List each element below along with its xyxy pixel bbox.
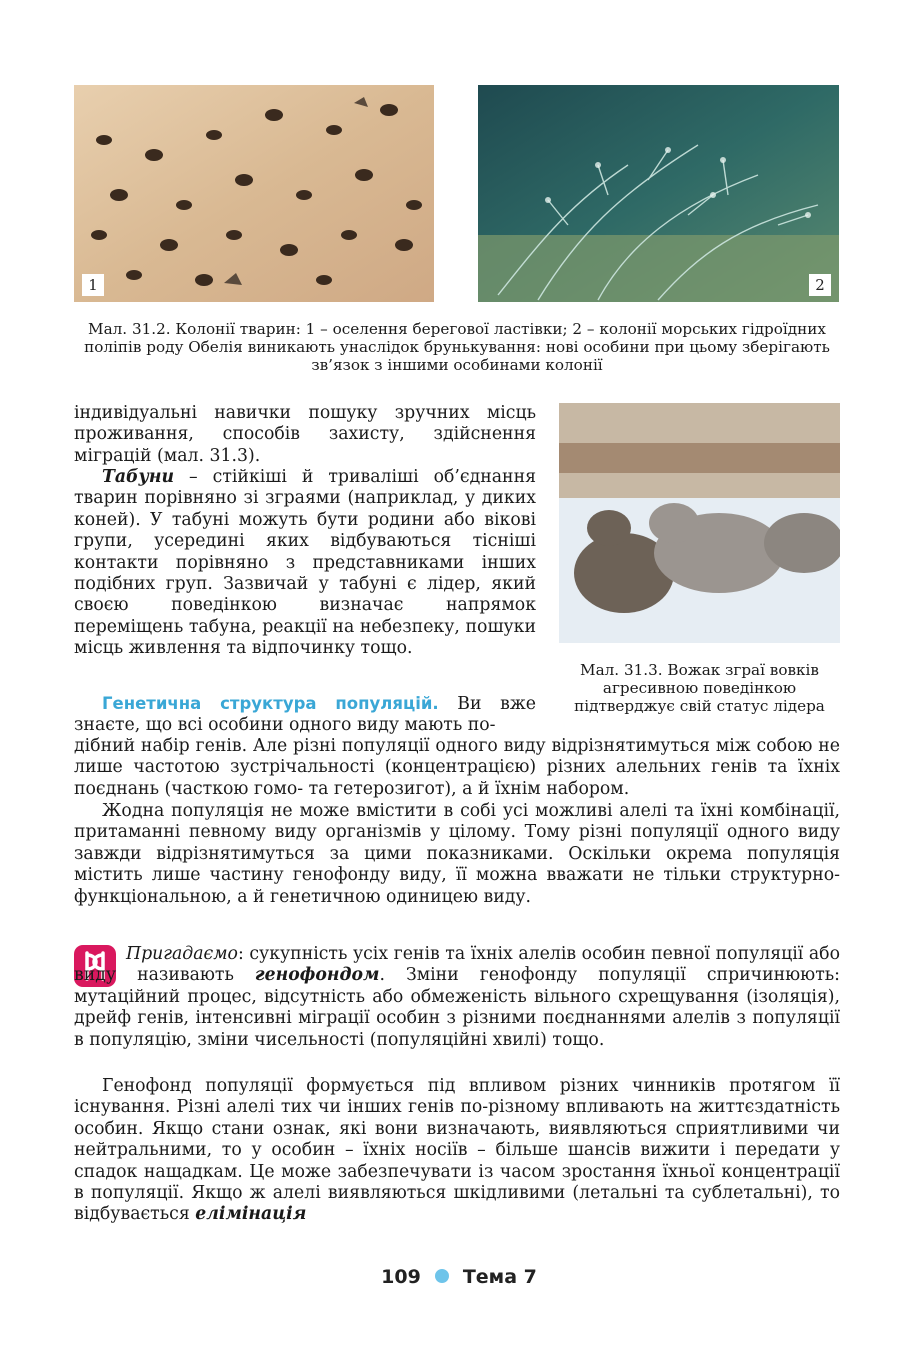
term-elimination: елімінація [195,1204,307,1225]
photo-number-1: 1 [82,274,104,296]
photo-swallow-colony [74,85,434,302]
photo-number-2: 2 [809,274,831,296]
term-herds: Табуни [102,467,175,487]
footer-dot-icon [435,1269,449,1283]
figure-caption-31-3: Мал. 31.3. Вожак зграї вовків агресивною поведінкою підтверджує свій статус лідера [574,661,825,715]
topic-label: Тема 7 [462,1266,537,1288]
paragraph-herds-text: – стійкіші й триваліші об’єднання тварин порівняно зі зграями (наприклад, у диких коней). У табуні можуть бути родини або вікові групи, усередині яких відбуваються тісніші контакти порівняно з представниками інших подібних груп. Зазвичай у табуні є лідер, який своєю поведінкою визначає напрямок переміщень табуна, реакції на небезпеку, пошуки місць живлення та відпочинку тощо. [74,467,536,659]
paragraph-genetic-structure [74,693,536,737]
paragraph-gene-pool-formation [74,1076,840,1226]
page-number: 109 [381,1266,421,1288]
paragraph-gene-pool: Жодна популяція не може вмістити в собі усі можливі алелі та їхні комбінації, притаманні певному виду організмів у цілому. Тому різні популяції одного виду завжди відрізнятимуться за цими показниками. Оскільки окрема популяція містить лише частину генофонду виду, її можна вважати не тільки структурно-функціональною, а й генетичною одиницею виду. [74,801,840,907]
reminder-text-2: . Зміни генофонду популяції спричинюють: мутаційний процес, відсутність або обмеженість вільного схрещування (ізоляція), дрейф генів, інтенсивні міграції особин з різними поєднаннями алелів з популяції в популяцію, зміни чисельності (популяційні хвилі) тощо. [74,965,840,1050]
reminder-label: Пригадаємо [126,944,238,964]
paragraph-genetic-structure-text-a: Ви вже знаєте, що всі особини одного виду мають по- [74,694,536,736]
photo-obelia-colony [478,85,839,302]
photo-wolves [559,403,840,643]
paragraph-genetic-structure-text-b: дібний набір генів. Але різні популяції одного виду відрізнятимуться між собою не лише частотою зустрічальності (концентрацією) різних алельних генів та їхніх поєднань (часткою гомо- та гетерозигот), а й їхнім набором. [74,736,840,799]
paragraph-genetic-structure-continued [74,736,840,800]
paragraph-gene-pool-formation-text: Генофонд популяції формується під впливом різних чинників протягом її існування. Різні алелі тих чи інших генів по-різному впливають на життєздатність особин. Якщо стани ознак, які вони визначають, виявляються сприятливими чи нейтральними, то у особин – їхніх носіїв – більше шансів вижити і передати у спадок нащадкам. Це може забезпечувати із часом зростання їхньої концентрації в популяції. Якщо ж алелі виявляються шкідливими (летальні та сублетальні), то відбувається [74,1076,840,1225]
figure-caption-31-2: Мал. 31.2. Колонії тварин: 1 – оселення берегової ластівки; 2 – колонії морських гідроїдних поліпів роду Обелія виникають унаслідок брунькування: нові особини при цьому зберігають зв’язок з іншими особинами колонії [84,320,830,374]
paragraph-1: індивідуальні навички пошуку зручних місць проживання, способів захисту, здійснення міграцій (мал. 31.3). [74,403,536,466]
term-gene-pool: генофондом [254,965,380,986]
paragraph-reminder [74,944,840,1051]
reminder-text-1: : сукупність усіх генів та їхніх алелів особин певної популяції або виду називають [74,944,840,986]
page-footer [0,1266,918,1288]
section-heading-genetic-structure: Генетична структура популяцій. [102,694,439,713]
paragraph-herds [74,467,536,660]
